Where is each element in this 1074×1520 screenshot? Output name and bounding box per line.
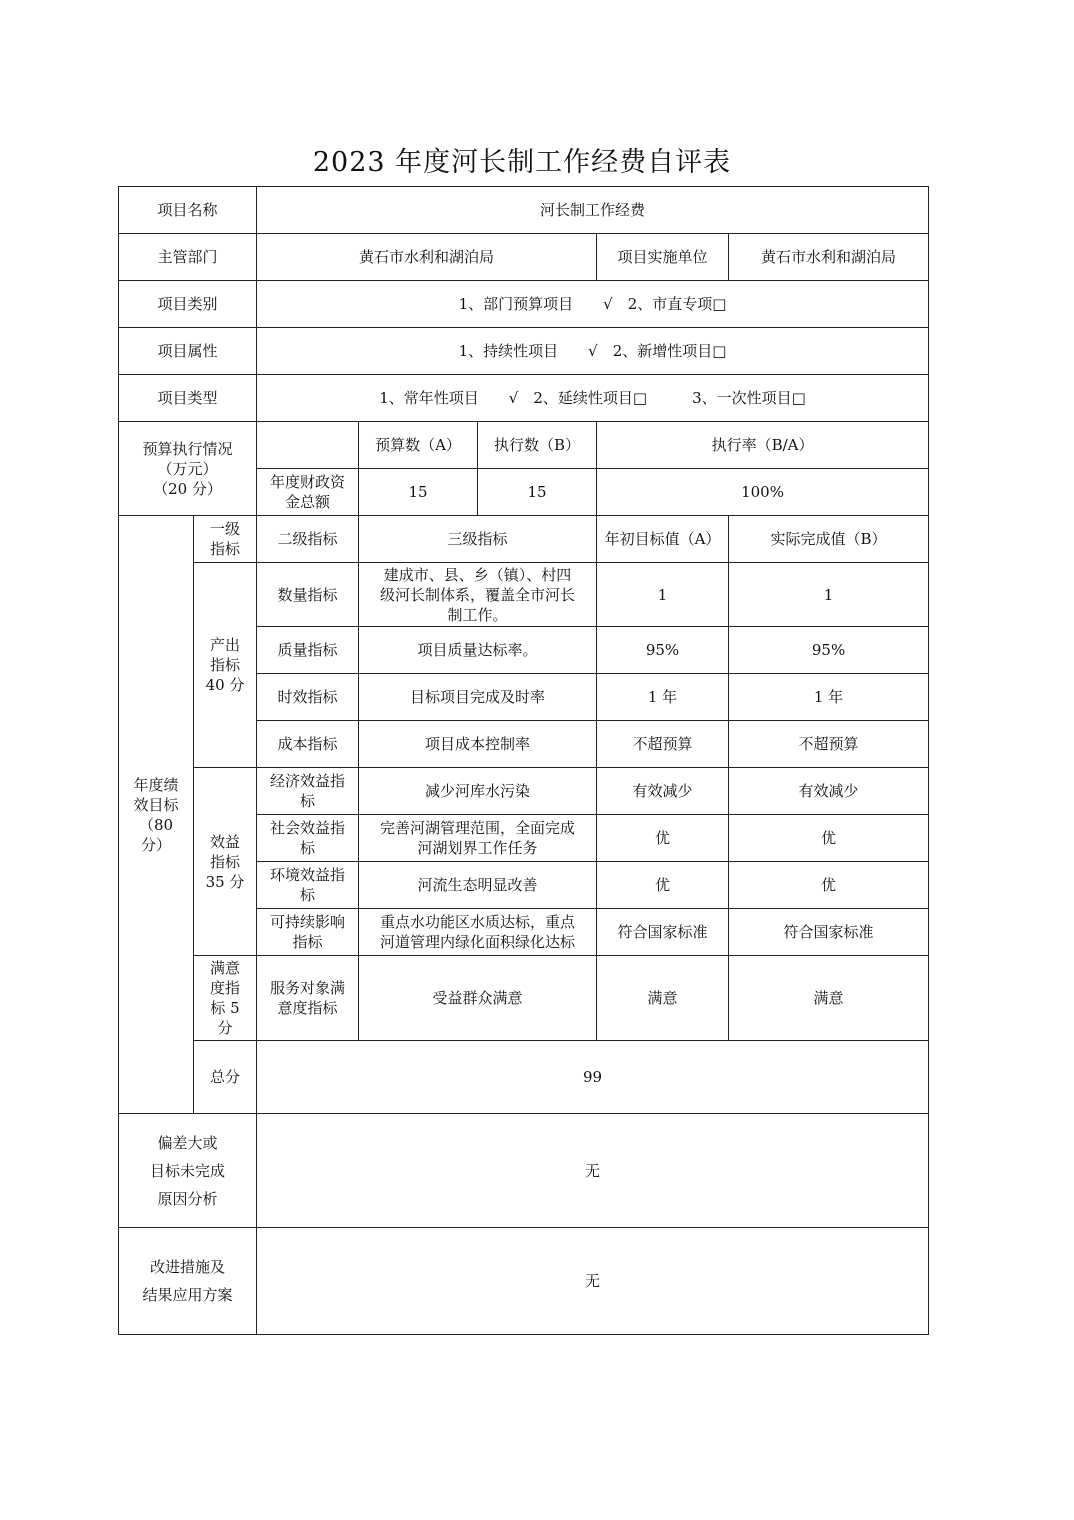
header-actual: 实际完成值（B） xyxy=(729,516,929,563)
actual-cell: 1 xyxy=(729,563,929,627)
target-cell: 优 xyxy=(597,862,729,909)
attribute-label: 项目属性 xyxy=(119,328,257,375)
level2-cell: 社会效益指 标 xyxy=(257,815,359,862)
budget-row-label: 年度财政资 金总额 xyxy=(257,469,359,516)
header-level2: 二级指标 xyxy=(257,516,359,563)
category-label: 项目类别 xyxy=(119,281,257,328)
actual-cell: 满意 xyxy=(729,956,929,1041)
row-total xyxy=(119,1041,929,1114)
table-row xyxy=(119,768,929,815)
budget-col-a: 预算数（A） xyxy=(359,422,478,469)
budget-label: 预算执行情况 （万元） （20 分） xyxy=(119,422,257,516)
level2-cell: 环境效益指 标 xyxy=(257,862,359,909)
group-satisfaction: 满意 度指 标 5 分 xyxy=(194,956,257,1041)
target-cell: 1 xyxy=(597,563,729,627)
level2-cell: 可持续影响 指标 xyxy=(257,909,359,956)
level2-cell: 数量指标 xyxy=(257,563,359,627)
budget-col-rate: 执行率（B/A） xyxy=(597,422,929,469)
row-type xyxy=(119,375,929,422)
header-target: 年初目标值（A） xyxy=(597,516,729,563)
implementing-unit-label: 项目实施单位 xyxy=(597,234,729,281)
level3-cell: 项目成本控制率 xyxy=(359,721,597,768)
improvement-label: 改进措施及 结果应用方案 xyxy=(119,1228,257,1335)
actual-cell: 优 xyxy=(729,862,929,909)
attribute-value: 1、持续性项目 √ 2、新增性项目□ xyxy=(257,328,929,375)
level3-cell: 受益群众满意 xyxy=(359,956,597,1041)
budget-empty-cell xyxy=(257,422,359,469)
perf-label: 年度绩 效目标 （80 分） xyxy=(119,516,194,1114)
type-label: 项目类型 xyxy=(119,375,257,422)
deviation-label: 偏差大或 目标未完成 原因分析 xyxy=(119,1114,257,1228)
budget-value-a: 15 xyxy=(359,469,478,516)
level3-cell: 河流生态明显改善 xyxy=(359,862,597,909)
actual-cell: 优 xyxy=(729,815,929,862)
actual-cell: 95% xyxy=(729,627,929,674)
actual-cell: 不超预算 xyxy=(729,721,929,768)
implementing-unit-value: 黄石市水利和湖泊局 xyxy=(729,234,929,281)
target-cell: 不超预算 xyxy=(597,721,729,768)
self-evaluation-table xyxy=(118,186,929,1335)
row-perf-header xyxy=(119,516,929,563)
table-row xyxy=(119,563,929,627)
improvement-value: 无 xyxy=(257,1228,929,1335)
target-cell: 1 年 xyxy=(597,674,729,721)
level2-cell: 质量指标 xyxy=(257,627,359,674)
actual-cell: 符合国家标准 xyxy=(729,909,929,956)
target-cell: 优 xyxy=(597,815,729,862)
category-value: 1、部门预算项目 √ 2、市直专项□ xyxy=(257,281,929,328)
row-attribute xyxy=(119,328,929,375)
level2-cell: 服务对象满 意度指标 xyxy=(257,956,359,1041)
budget-value-rate: 100% xyxy=(597,469,929,516)
level3-cell: 减少河库水污染 xyxy=(359,768,597,815)
type-value: 1、常年性项目 √ 2、延续性项目□ 3、一次性项目□ xyxy=(257,375,929,422)
actual-cell: 有效减少 xyxy=(729,768,929,815)
department-label: 主管部门 xyxy=(119,234,257,281)
target-cell: 符合国家标准 xyxy=(597,909,729,956)
level2-cell: 时效指标 xyxy=(257,674,359,721)
total-value: 99 xyxy=(257,1041,929,1114)
target-cell: 有效减少 xyxy=(597,768,729,815)
level3-cell: 项目质量达标率。 xyxy=(359,627,597,674)
row-budget-header xyxy=(119,422,929,469)
row-project-name xyxy=(119,187,929,234)
group-output: 产出 指标 40 分 xyxy=(194,563,257,768)
level2-cell: 经济效益指 标 xyxy=(257,768,359,815)
row-improvement xyxy=(119,1228,929,1335)
level3-cell: 重点水功能区水质达标，重点 河道管理内绿化面积绿化达标 xyxy=(359,909,597,956)
header-level1: 一级 指标 xyxy=(194,516,257,563)
row-category xyxy=(119,281,929,328)
group-benefit: 效益 指标 35 分 xyxy=(194,768,257,956)
actual-cell: 1 年 xyxy=(729,674,929,721)
level3-cell: 建成市、县、乡（镇）、村四 级河长制体系，覆盖全市河长 制工作。 xyxy=(359,563,597,627)
level2-cell: 成本指标 xyxy=(257,721,359,768)
department-value: 黄石市水利和湖泊局 xyxy=(257,234,597,281)
page-title: 2023 年度河长制工作经费自评表 xyxy=(312,147,732,178)
row-deviation xyxy=(119,1114,929,1228)
budget-value-b: 15 xyxy=(478,469,597,516)
header-level3: 三级指标 xyxy=(359,516,597,563)
table-row xyxy=(119,956,929,1041)
level3-cell: 完善河湖管理范围，全面完成 河湖划界工作任务 xyxy=(359,815,597,862)
target-cell: 满意 xyxy=(597,956,729,1041)
target-cell: 95% xyxy=(597,627,729,674)
budget-col-b: 执行数（B） xyxy=(478,422,597,469)
deviation-value: 无 xyxy=(257,1114,929,1228)
level3-cell: 目标项目完成及时率 xyxy=(359,674,597,721)
project-name-value: 河长制工作经费 xyxy=(257,187,929,234)
total-label: 总分 xyxy=(194,1041,257,1114)
project-name-label: 项目名称 xyxy=(119,187,257,234)
row-department xyxy=(119,234,929,281)
